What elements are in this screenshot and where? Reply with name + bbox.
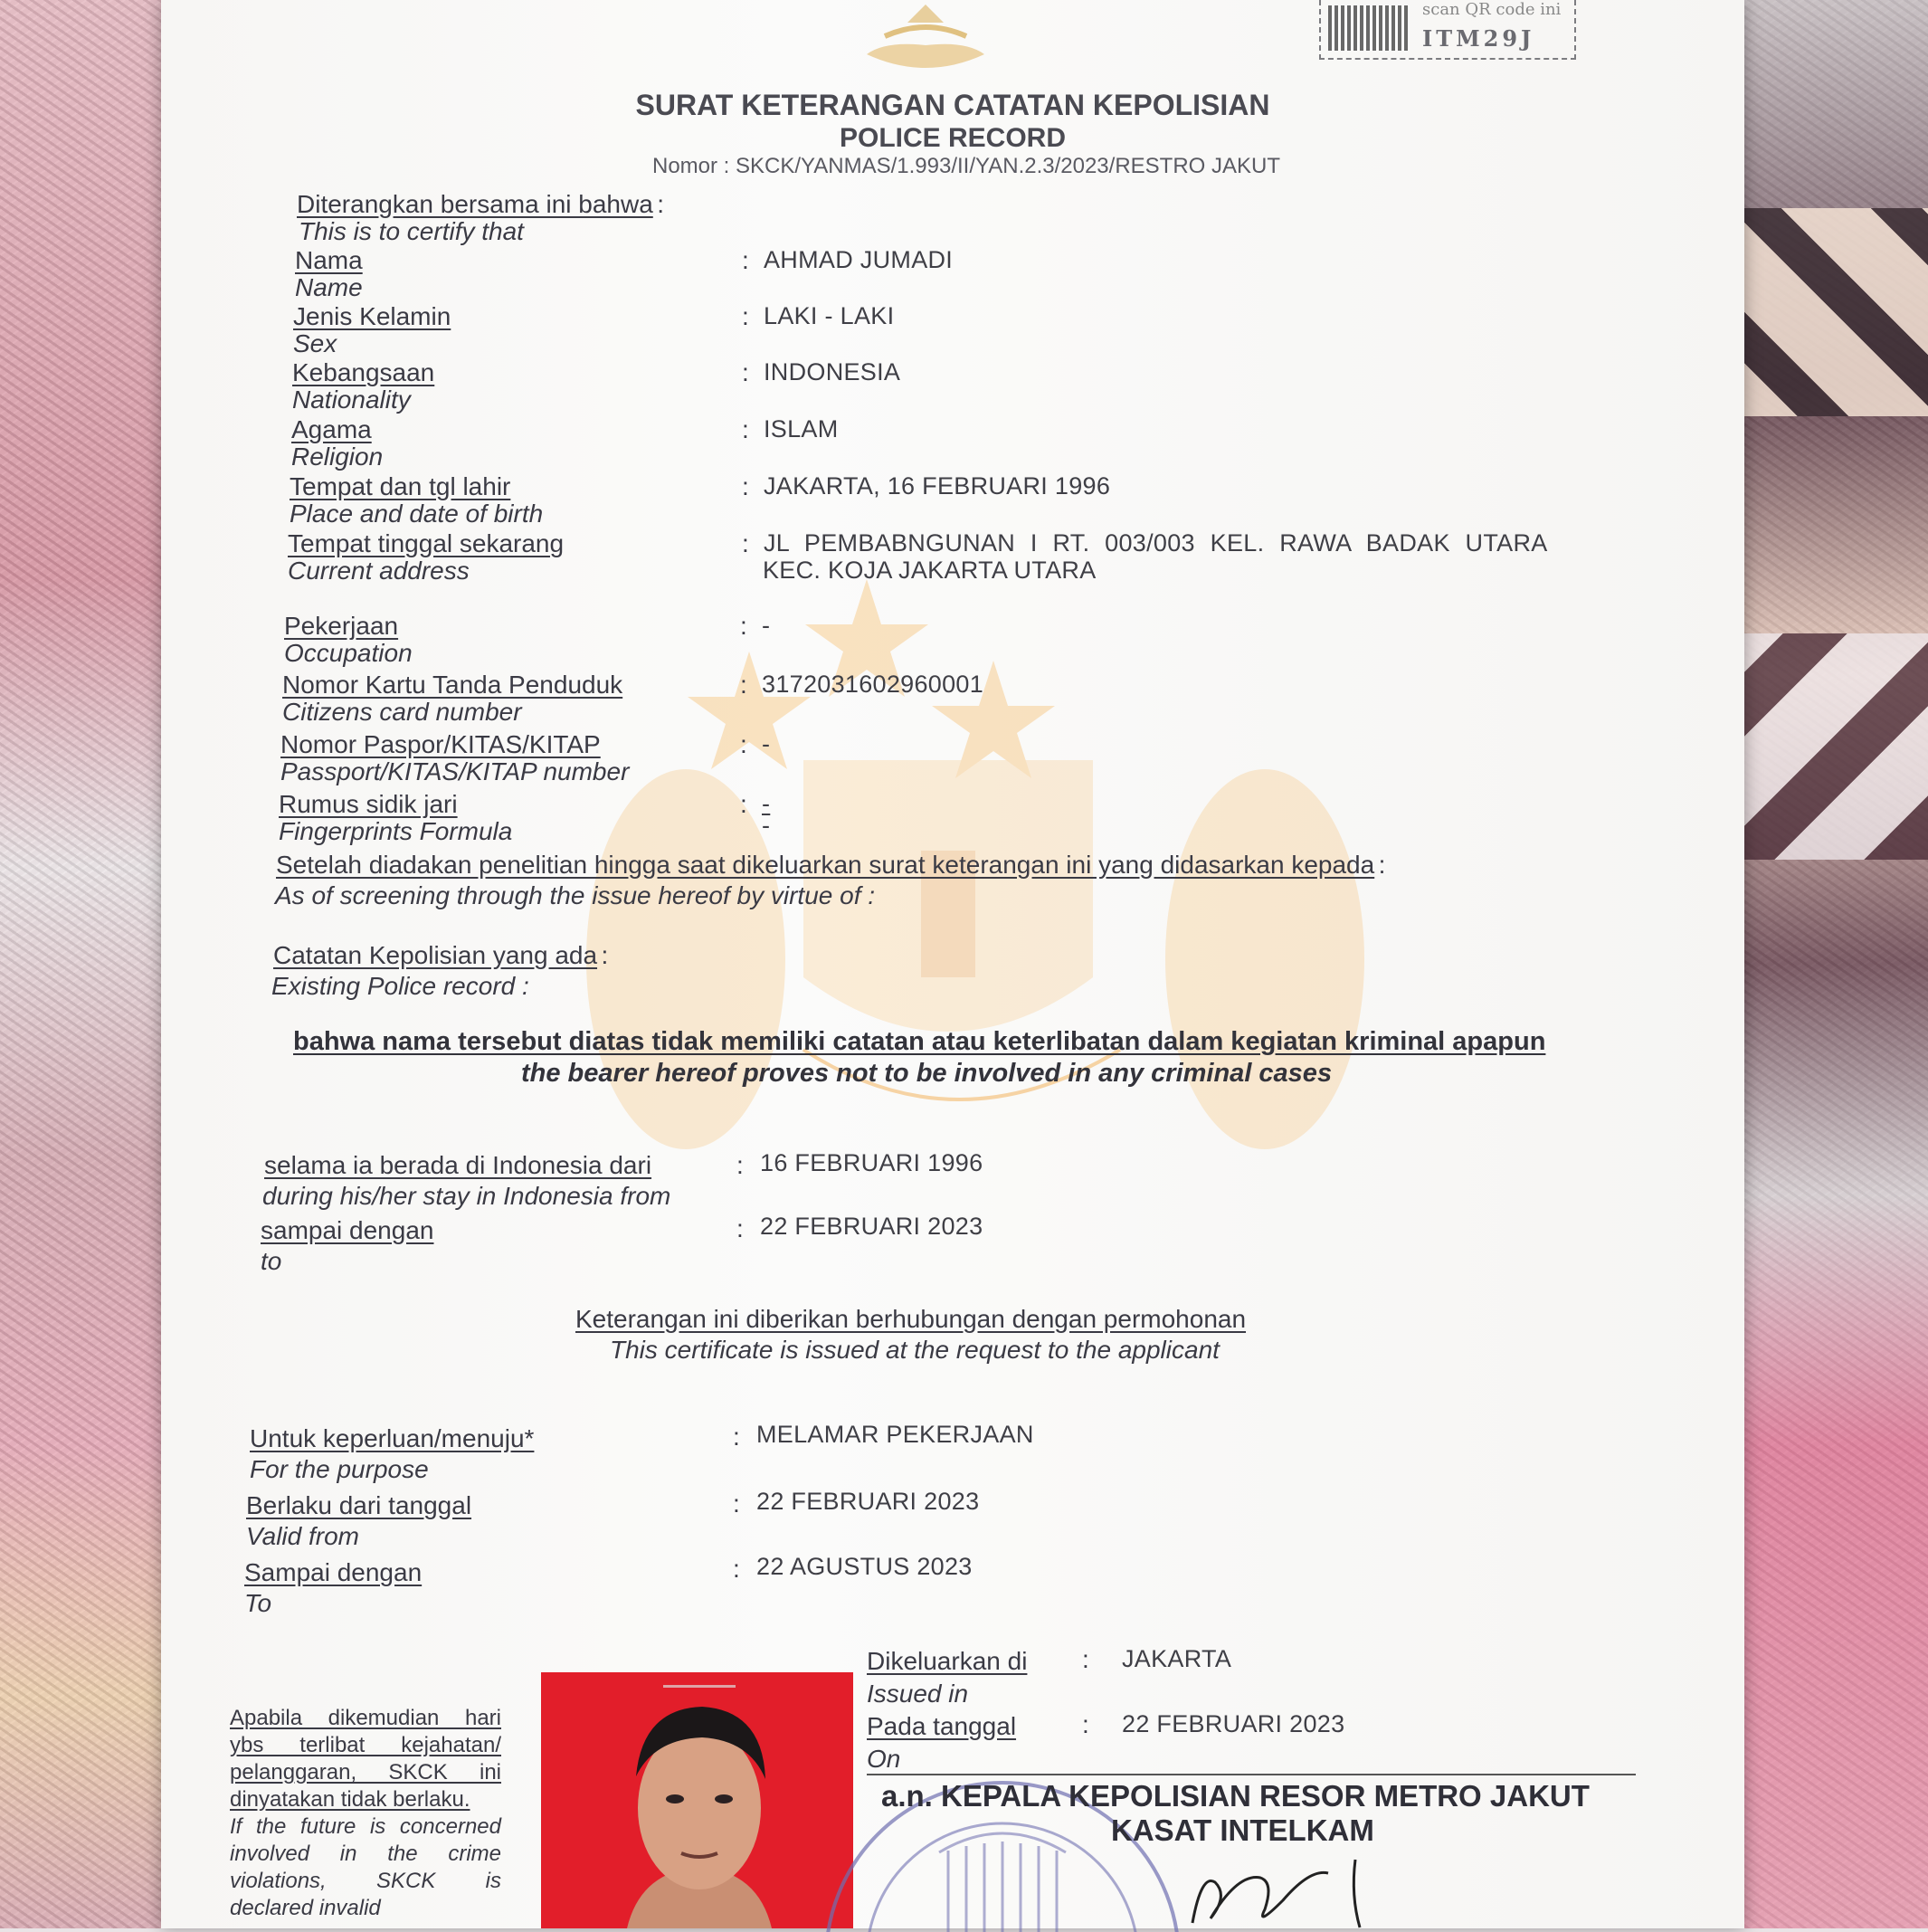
intro-colon: : <box>657 190 665 218</box>
stay-from-translation: during his/her stay in Indonesia from <box>262 1182 671 1210</box>
issued-in-translation: Issued in <box>867 1680 969 1708</box>
field-value-occupation: - <box>762 612 771 639</box>
field-translation-occupation: Occupation <box>284 639 413 667</box>
field-colon: : <box>733 1489 740 1518</box>
field-translation-birth: Place and date of birth <box>290 500 544 528</box>
applicant-photo <box>541 1672 853 1928</box>
issued-in-label: Dikeluarkan di <box>867 1647 1028 1675</box>
issued-on-value: 22 FEBRUARI 2023 <box>1122 1710 1345 1737</box>
field-translation-id-card: Citizens card number <box>282 698 522 726</box>
applicant-portrait-icon <box>541 1672 853 1928</box>
qr-caption: scan QR code ini <box>1422 0 1562 19</box>
field-value-religion: ISLAM <box>764 415 839 443</box>
handwritten-signature-icon <box>1174 1846 1391 1928</box>
valid-from-value: 22 FEBRUARI 2023 <box>756 1488 980 1515</box>
field-value-address: JL PEMBABNGUNAN I RT. 003/003 KEL. RAWA BADAK UTARA <box>764 529 1548 557</box>
screening-translation: As of screening through the issue hereof by virtue of : <box>275 881 876 909</box>
record-statement: bahwa nama tersebut diatas tidak memiliki catatan atau keterlibatan dalam kegiatan kriminal apapun <box>293 1027 1546 1056</box>
screening-block <box>276 851 1385 880</box>
field-colon: : <box>736 1151 744 1179</box>
qr-code-box[interactable] <box>1319 0 1576 60</box>
request-translation: This certificate is issued at the request to the applicant <box>610 1336 1220 1364</box>
field-colon: : <box>742 358 749 386</box>
stay-to-label: sampai dengan <box>261 1216 434 1244</box>
field-label-address: Tempat tinggal sekarang <box>288 529 565 557</box>
valid-from-label: Berlaku dari tanggal <box>246 1491 472 1519</box>
carpet-pattern-left <box>0 0 181 1928</box>
purpose-translation: For the purpose <box>250 1455 429 1483</box>
validity-note-text: Apabila dikemudian hari ybs terlibat kejahatan/ pelanggaran, SKCK ini dinyatakan tidak berlaku. <box>230 1706 501 1812</box>
field-colon: : <box>733 1555 740 1583</box>
field-translation-passport: Passport/KITAS/KITAP number <box>280 757 630 785</box>
police-record-document <box>161 0 1744 1928</box>
field-label-fingerprint: Rumus sidik jari <box>279 790 458 818</box>
field-colon: : <box>740 790 747 818</box>
record-block <box>273 941 608 970</box>
field-colon: : <box>1082 1710 1089 1738</box>
field-value-passport: - <box>762 730 771 757</box>
document-title: SURAT KETERANGAN CATATAN KEPOLISIAN <box>635 89 1270 121</box>
field-value-address-line2: KEC. KOJA JAKARTA UTARA <box>763 557 1097 584</box>
validity-note <box>230 1705 501 1922</box>
signatory-line1: a.n. KEPALA KEPOLISIAN RESOR METRO JAKUT <box>881 1779 1590 1813</box>
field-colon: : <box>733 1423 740 1451</box>
record-statement-translation: the bearer hereof proves not to be involved in any criminal cases <box>521 1059 1333 1088</box>
screening-label: Setelah diadakan penelitian hingga saat dikeluarkan surat keterangan ini yang didasarkan kepada <box>276 851 1375 879</box>
field-value-birth: JAKARTA, 16 FEBRUARI 1996 <box>764 472 1111 500</box>
field-colon: : <box>740 671 747 699</box>
police-emblem-top-icon <box>858 0 993 72</box>
field-translation-address: Current address <box>288 557 470 585</box>
stay-to-translation: to <box>261 1247 282 1275</box>
stay-from-label: selama ia berada di Indonesia dari <box>264 1151 652 1179</box>
record-colon: : <box>601 941 609 969</box>
document-subtitle: POLICE RECORD <box>839 123 1067 153</box>
issued-on-translation: On <box>867 1745 901 1773</box>
field-colon: : <box>742 529 749 557</box>
field-colon: : <box>740 612 747 640</box>
issued-on-label: Pada tanggal <box>867 1712 1017 1740</box>
field-value-sex: LAKI - LAKI <box>764 302 895 329</box>
field-colon: : <box>742 472 749 500</box>
field-value-fingerprint-line2: - <box>762 812 771 839</box>
field-label-nationality: Kebangsaan <box>292 358 435 386</box>
field-colon: : <box>742 415 749 443</box>
request-label: Keterangan ini diberikan berhubungan dengan permohonan <box>575 1305 1247 1333</box>
valid-to-translation: To <box>244 1589 272 1617</box>
field-translation-nationality: Nationality <box>292 385 411 414</box>
intro-translation: This is to certify that <box>299 217 524 245</box>
purpose-value: MELAMAR PEKERJAAN <box>756 1421 1034 1448</box>
valid-to-value: 22 AGUSTUS 2023 <box>756 1553 973 1580</box>
purpose-label: Untuk keperluan/menuju* <box>250 1424 535 1452</box>
field-colon: : <box>740 730 747 758</box>
record-label: Catatan Kepolisian yang ada <box>273 941 598 969</box>
field-label-name: Nama <box>295 246 363 274</box>
field-label-sex: Jenis Kelamin <box>293 302 451 330</box>
field-translation-name: Name <box>295 273 363 301</box>
field-translation-fingerprint: Fingerprints Formula <box>279 817 513 845</box>
field-value-fingerprint: - <box>762 790 771 817</box>
record-translation: Existing Police record : <box>271 972 529 1000</box>
field-value-nationality: INDONESIA <box>764 358 901 385</box>
field-colon: : <box>742 302 749 330</box>
field-translation-sex: Sex <box>293 329 337 357</box>
signatory-line2: KASAT INTELKAM <box>1111 1813 1374 1847</box>
field-colon: : <box>742 246 749 274</box>
document-number: Nomor : SKCK/YANMAS/1.993/II/YAN.2.3/2023/RESTRO JAKUT <box>651 154 1281 178</box>
field-label-birth: Tempat dan tgl lahir <box>290 472 511 500</box>
field-translation-religion: Religion <box>291 443 384 471</box>
stay-from-value: 16 FEBRUARI 1996 <box>760 1149 983 1176</box>
intro-label: Diterangkan bersama ini bahwa <box>297 190 653 218</box>
intro-block <box>297 190 664 219</box>
issued-in-value: JAKARTA <box>1122 1645 1232 1672</box>
field-label-passport: Nomor Paspor/KITAS/KITAP <box>280 730 601 758</box>
field-colon: : <box>1082 1645 1089 1673</box>
field-label-religion: Agama <box>291 415 372 443</box>
validity-note-translation: If the future is concerned involved in the crime violations, SKCK is declared invalid <box>230 1814 501 1920</box>
valid-from-translation: Valid from <box>246 1522 360 1550</box>
stay-to-value: 22 FEBRUARI 2023 <box>760 1213 983 1240</box>
field-label-occupation: Pekerjaan <box>284 612 399 640</box>
field-label-id-card: Nomor Kartu Tanda Penduduk <box>282 671 623 699</box>
valid-to-label: Sampai dengan <box>244 1558 423 1586</box>
field-value-id-card: 3172031602960001 <box>762 671 984 698</box>
screening-colon: : <box>1378 851 1386 879</box>
field-colon: : <box>736 1214 744 1242</box>
field-value-name: AHMAD JUMADI <box>764 246 954 273</box>
qr-code-icon[interactable] <box>1328 5 1410 51</box>
qr-code-text: ITM29J <box>1422 25 1535 52</box>
